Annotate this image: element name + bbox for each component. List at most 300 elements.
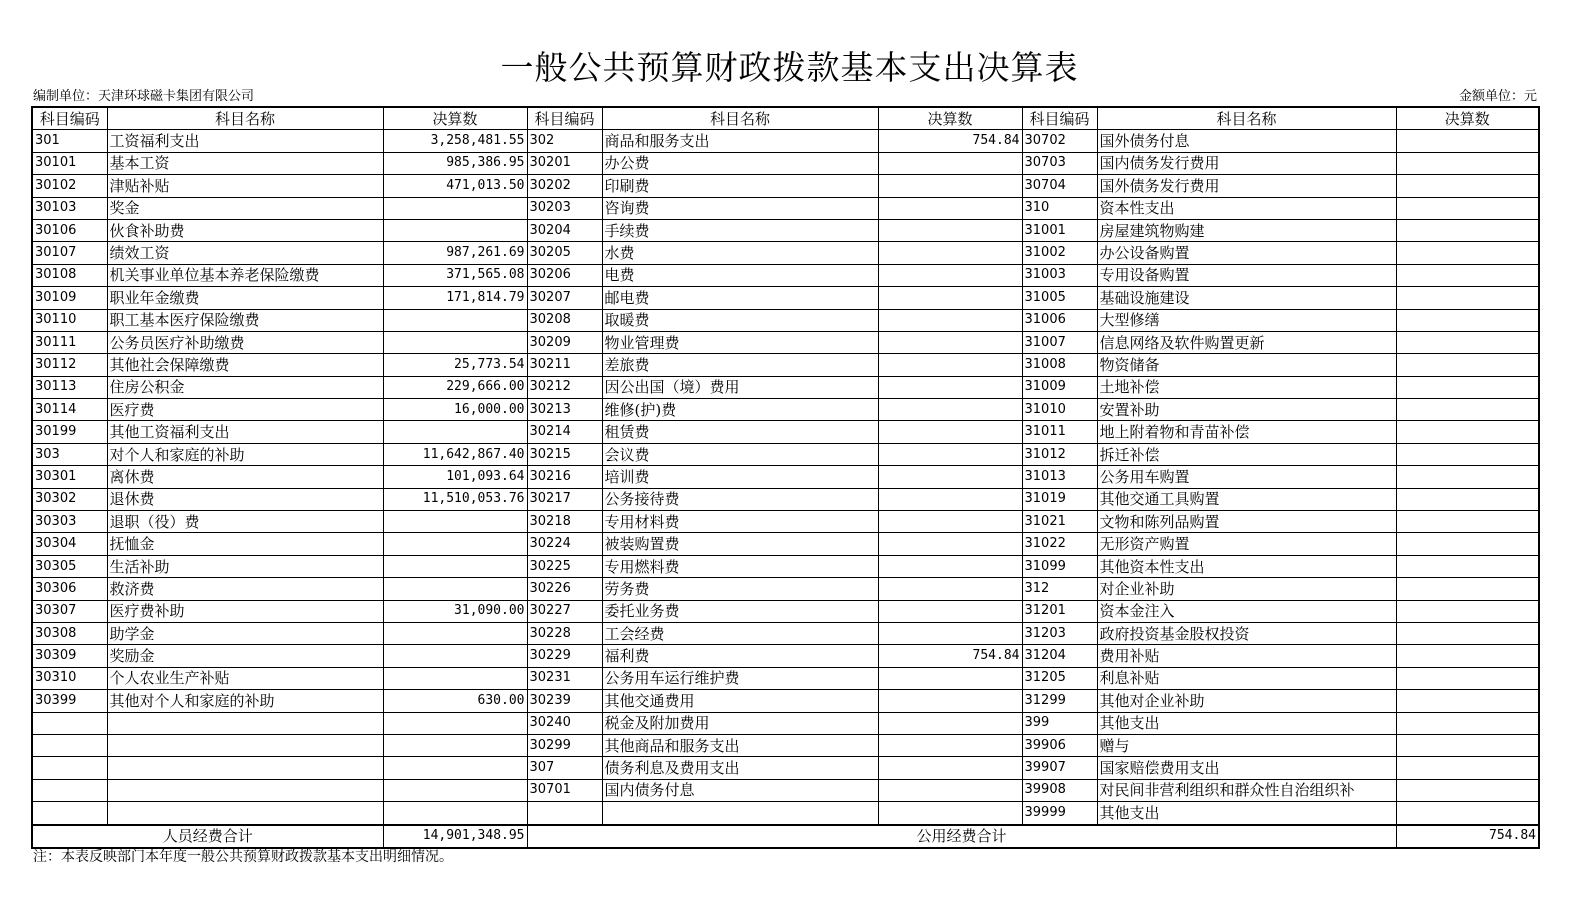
cell-name-2: 其他交通费用 [602, 690, 878, 712]
cell-name-1: 离休费 [107, 466, 383, 488]
cell-amount-2 [878, 197, 1022, 219]
cell-code-2: 30205 [527, 242, 602, 264]
cell-code-2: 30211 [527, 354, 602, 376]
cell-code-3: 31006 [1022, 309, 1097, 331]
table-row [32, 779, 1539, 801]
cell-name-1 [107, 712, 383, 734]
cell-amount-3 [1396, 309, 1539, 331]
cell-name-2: 培训费 [602, 466, 878, 488]
cell-code-1: 30304 [32, 533, 107, 555]
table-row [32, 219, 1539, 241]
cell-amount-3 [1396, 757, 1539, 779]
cell-code-1: 30101 [32, 152, 107, 174]
cell-name-3: 资本性支出 [1097, 197, 1396, 219]
cell-amount-3 [1396, 555, 1539, 577]
cell-amount-3 [1396, 511, 1539, 533]
table-row [32, 511, 1539, 533]
cell-name-3: 对民间非营利组织和群众性自治组织补 [1097, 779, 1396, 801]
cell-amount-1 [383, 219, 527, 241]
cell-name-2: 委托业务费 [602, 600, 878, 622]
cell-name-1: 绩效工资 [107, 242, 383, 264]
table-row [32, 197, 1539, 219]
cell-code-3: 31201 [1022, 600, 1097, 622]
header-name-2: 科目名称 [602, 107, 878, 130]
cell-amount-3 [1396, 667, 1539, 689]
cell-amount-1: 11,510,053.76 [383, 488, 527, 510]
cell-amount-1: 25,773.54 [383, 354, 527, 376]
public-total-label: 公用经费合计 [527, 825, 1396, 848]
cell-code-1: 30303 [32, 511, 107, 533]
cell-name-3: 专用设备购置 [1097, 264, 1396, 286]
cell-name-2: 咨询费 [602, 197, 878, 219]
cell-name-1: 助学金 [107, 622, 383, 644]
cell-amount-1 [383, 645, 527, 667]
cell-name-3: 其他资本性支出 [1097, 555, 1396, 577]
table-row [32, 466, 1539, 488]
cell-code-3: 31009 [1022, 376, 1097, 398]
cell-code-1: 30111 [32, 331, 107, 353]
cell-amount-3 [1396, 600, 1539, 622]
cell-code-1: 30307 [32, 600, 107, 622]
cell-name-1: 其他社会保障缴费 [107, 354, 383, 376]
cell-amount-2 [878, 757, 1022, 779]
header-amount-1: 决算数 [383, 107, 527, 130]
header-name-3: 科目名称 [1097, 107, 1396, 130]
cell-amount-1 [383, 331, 527, 353]
cell-code-2: 30214 [527, 421, 602, 443]
table-row [32, 443, 1539, 465]
cell-code-2: 30202 [527, 175, 602, 197]
footnote: 注：本表反映部门本年度一般公共预算财政拨款基本支出明细情况。 [33, 849, 453, 865]
cell-name-3: 赠与 [1097, 734, 1396, 756]
cell-amount-3 [1396, 622, 1539, 644]
cell-amount-1 [383, 779, 527, 801]
cell-amount-2 [878, 667, 1022, 689]
cell-amount-2 [878, 331, 1022, 353]
cell-code-1: 301 [32, 130, 107, 152]
cell-amount-1 [383, 712, 527, 734]
cell-code-3: 31013 [1022, 466, 1097, 488]
cell-code-2: 30203 [527, 197, 602, 219]
cell-code-3: 312 [1022, 578, 1097, 600]
cell-name-1: 奖金 [107, 197, 383, 219]
cell-amount-3 [1396, 399, 1539, 421]
cell-name-2: 租赁费 [602, 421, 878, 443]
cell-code-3: 31003 [1022, 264, 1097, 286]
cell-amount-2 [878, 242, 1022, 264]
cell-amount-1 [383, 309, 527, 331]
cell-name-2: 其他商品和服务支出 [602, 734, 878, 756]
cell-amount-1: 987,261.69 [383, 242, 527, 264]
cell-amount-3 [1396, 488, 1539, 510]
cell-name-1: 生活补助 [107, 555, 383, 577]
table-row [32, 734, 1539, 756]
cell-code-2: 30231 [527, 667, 602, 689]
cell-name-3: 国外债务付息 [1097, 130, 1396, 152]
cell-name-1: 对个人和家庭的补助 [107, 443, 383, 465]
cell-code-1: 30112 [32, 354, 107, 376]
cell-amount-3 [1396, 690, 1539, 712]
cell-code-2: 30226 [527, 578, 602, 600]
cell-code-2: 30240 [527, 712, 602, 734]
cell-code-1: 30107 [32, 242, 107, 264]
cell-name-2: 福利费 [602, 645, 878, 667]
cell-name-3: 其他支出 [1097, 802, 1396, 825]
table-row [32, 152, 1539, 174]
cell-amount-1: 31,090.00 [383, 600, 527, 622]
table-row [32, 242, 1539, 264]
cell-amount-3 [1396, 354, 1539, 376]
cell-code-3: 31012 [1022, 443, 1097, 465]
cell-name-2: 邮电费 [602, 287, 878, 309]
table-row [32, 309, 1539, 331]
cell-amount-1: 371,565.08 [383, 264, 527, 286]
cell-amount-1: 101,093.64 [383, 466, 527, 488]
cell-amount-2 [878, 152, 1022, 174]
cell-code-3: 31011 [1022, 421, 1097, 443]
cell-name-1 [107, 802, 383, 825]
cell-amount-2 [878, 421, 1022, 443]
cell-amount-2: 754.84 [878, 130, 1022, 152]
cell-name-1: 其他对个人和家庭的补助 [107, 690, 383, 712]
cell-name-1: 伙食补助费 [107, 219, 383, 241]
cell-code-1: 30110 [32, 309, 107, 331]
cell-code-1: 30114 [32, 399, 107, 421]
cell-name-1: 机关事业单位基本养老保险缴费 [107, 264, 383, 286]
cell-code-2: 30206 [527, 264, 602, 286]
cell-name-3: 国家赔偿费用支出 [1097, 757, 1396, 779]
cell-amount-1 [383, 802, 527, 825]
cell-amount-2 [878, 578, 1022, 600]
cell-amount-3 [1396, 175, 1539, 197]
cell-amount-2 [878, 533, 1022, 555]
cell-name-2: 专用材料费 [602, 511, 878, 533]
cell-amount-2 [878, 600, 1022, 622]
cell-name-3: 拆迁补偿 [1097, 443, 1396, 465]
cell-amount-2 [878, 399, 1022, 421]
cell-code-3: 31008 [1022, 354, 1097, 376]
cell-code-3: 39999 [1022, 802, 1097, 825]
cell-name-2: 专用燃料费 [602, 555, 878, 577]
cell-code-3: 399 [1022, 712, 1097, 734]
cell-code-1: 30308 [32, 622, 107, 644]
cell-name-1: 退休费 [107, 488, 383, 510]
cell-code-1: 30109 [32, 287, 107, 309]
table-row [32, 667, 1539, 689]
cell-code-1: 30102 [32, 175, 107, 197]
cell-code-2: 30217 [527, 488, 602, 510]
cell-code-3: 31203 [1022, 622, 1097, 644]
cell-name-2: 维修(护)费 [602, 399, 878, 421]
cell-amount-2 [878, 287, 1022, 309]
cell-code-3: 31022 [1022, 533, 1097, 555]
cell-code-1: 30399 [32, 690, 107, 712]
cell-code-2: 30239 [527, 690, 602, 712]
cell-amount-2 [878, 555, 1022, 577]
cell-name-1: 奖励金 [107, 645, 383, 667]
cell-amount-1 [383, 578, 527, 600]
cell-amount-2: 754.84 [878, 645, 1022, 667]
cell-code-3: 31299 [1022, 690, 1097, 712]
cell-amount-1: 171,814.79 [383, 287, 527, 309]
cell-code-1 [32, 757, 107, 779]
table-row [32, 421, 1539, 443]
cell-name-2: 公务用车运行维护费 [602, 667, 878, 689]
cell-name-1 [107, 734, 383, 756]
cell-code-3: 39908 [1022, 779, 1097, 801]
cell-amount-2 [878, 466, 1022, 488]
cell-amount-1 [383, 421, 527, 443]
table-row [32, 376, 1539, 398]
cell-name-3: 办公设备购置 [1097, 242, 1396, 264]
cell-code-2: 30201 [527, 152, 602, 174]
cell-name-3: 其他对企业补助 [1097, 690, 1396, 712]
cell-amount-3 [1396, 578, 1539, 600]
cell-name-2: 公务接待费 [602, 488, 878, 510]
cell-amount-2 [878, 443, 1022, 465]
cell-name-3: 政府投资基金股权投资 [1097, 622, 1396, 644]
cell-name-3: 其他支出 [1097, 712, 1396, 734]
table-row [32, 690, 1539, 712]
cell-code-1 [32, 779, 107, 801]
cell-code-2 [527, 802, 602, 825]
cell-code-2: 30216 [527, 466, 602, 488]
cell-amount-1 [383, 734, 527, 756]
cell-amount-3 [1396, 533, 1539, 555]
cell-code-1: 30103 [32, 197, 107, 219]
expenditure-table [31, 106, 1540, 849]
cell-amount-1: 471,013.50 [383, 175, 527, 197]
cell-name-3: 资本金注入 [1097, 600, 1396, 622]
cell-code-2: 30218 [527, 511, 602, 533]
cell-name-3: 国外债务发行费用 [1097, 175, 1396, 197]
cell-code-2: 30225 [527, 555, 602, 577]
cell-code-3: 31019 [1022, 488, 1097, 510]
cell-code-1: 30302 [32, 488, 107, 510]
cell-code-1 [32, 802, 107, 825]
cell-name-3: 基础设施建设 [1097, 287, 1396, 309]
cell-code-2: 307 [527, 757, 602, 779]
cell-code-2: 30228 [527, 622, 602, 644]
cell-amount-1: 630.00 [383, 690, 527, 712]
cell-name-3: 文物和陈列品购置 [1097, 511, 1396, 533]
cell-code-1: 303 [32, 443, 107, 465]
cell-amount-2 [878, 376, 1022, 398]
cell-amount-3 [1396, 130, 1539, 152]
cell-code-3: 31002 [1022, 242, 1097, 264]
cell-name-2: 取暖费 [602, 309, 878, 331]
cell-name-2: 印刷费 [602, 175, 878, 197]
cell-amount-2 [878, 488, 1022, 510]
header-name-1: 科目名称 [107, 107, 383, 130]
cell-code-1: 30301 [32, 466, 107, 488]
cell-name-2: 水费 [602, 242, 878, 264]
cell-code-2: 30701 [527, 779, 602, 801]
cell-code-3: 39907 [1022, 757, 1097, 779]
cell-name-3: 其他交通工具购置 [1097, 488, 1396, 510]
cell-code-3: 31099 [1022, 555, 1097, 577]
cell-code-2: 30212 [527, 376, 602, 398]
cell-amount-1: 985,386.95 [383, 152, 527, 174]
cell-amount-1: 16,000.00 [383, 399, 527, 421]
cell-code-2: 30207 [527, 287, 602, 309]
cell-code-1: 30310 [32, 667, 107, 689]
table-row [32, 622, 1539, 644]
table-row [32, 488, 1539, 510]
cell-name-1: 个人农业生产补贴 [107, 667, 383, 689]
public-total-amount: 754.84 [1396, 825, 1539, 848]
cell-amount-3 [1396, 152, 1539, 174]
cell-name-1: 基本工资 [107, 152, 383, 174]
cell-name-3: 安置补助 [1097, 399, 1396, 421]
header-code-2: 科目编码 [527, 107, 602, 130]
cell-amount-3 [1396, 219, 1539, 241]
cell-code-1: 30199 [32, 421, 107, 443]
cell-name-2: 工会经费 [602, 622, 878, 644]
cell-amount-1 [383, 197, 527, 219]
cell-code-1: 30108 [32, 264, 107, 286]
cell-name-1: 职工基本医疗保险缴费 [107, 309, 383, 331]
cell-name-1 [107, 779, 383, 801]
page-title: 一般公共预算财政拨款基本支出决算表 [500, 48, 1079, 87]
cell-code-3: 310 [1022, 197, 1097, 219]
cell-name-3: 国内债务发行费用 [1097, 152, 1396, 174]
cell-name-1: 退职（役）费 [107, 511, 383, 533]
cell-amount-3 [1396, 242, 1539, 264]
cell-code-1: 30309 [32, 645, 107, 667]
table-row [32, 645, 1539, 667]
cell-name-2: 国内债务付息 [602, 779, 878, 801]
cell-code-2: 30215 [527, 443, 602, 465]
cell-code-3: 31001 [1022, 219, 1097, 241]
cell-name-2: 商品和服务支出 [602, 130, 878, 152]
cell-code-1 [32, 734, 107, 756]
cell-amount-3 [1396, 779, 1539, 801]
table-row [32, 175, 1539, 197]
cell-code-3: 31007 [1022, 331, 1097, 353]
cell-amount-3 [1396, 421, 1539, 443]
cell-amount-2 [878, 219, 1022, 241]
cell-name-2: 办公费 [602, 152, 878, 174]
personnel-total-amount: 14,901,348.95 [383, 825, 527, 848]
cell-amount-1 [383, 533, 527, 555]
cell-name-3: 土地补偿 [1097, 376, 1396, 398]
compiling-unit: 编制单位：天津环球磁卡集团有限公司 [33, 89, 255, 104]
cell-amount-2 [878, 690, 1022, 712]
cell-name-2: 债务利息及费用支出 [602, 757, 878, 779]
cell-name-1: 其他工资福利支出 [107, 421, 383, 443]
cell-amount-2 [878, 309, 1022, 331]
table-row [32, 802, 1539, 825]
header-code-1: 科目编码 [32, 107, 107, 130]
table-row [32, 331, 1539, 353]
cell-name-3: 大型修缮 [1097, 309, 1396, 331]
table-row [32, 399, 1539, 421]
cell-amount-3 [1396, 645, 1539, 667]
cell-code-1: 30305 [32, 555, 107, 577]
cell-code-2: 302 [527, 130, 602, 152]
table-header-row [32, 107, 1539, 130]
cell-code-3: 31021 [1022, 511, 1097, 533]
cell-name-1: 工资福利支出 [107, 130, 383, 152]
cell-name-2: 被装购置费 [602, 533, 878, 555]
cell-code-2: 30229 [527, 645, 602, 667]
cell-name-3: 物资储备 [1097, 354, 1396, 376]
table-row [32, 600, 1539, 622]
cell-amount-2 [878, 264, 1022, 286]
table-row [32, 264, 1539, 286]
cell-code-3: 31205 [1022, 667, 1097, 689]
cell-code-1: 30106 [32, 219, 107, 241]
cell-code-3: 30702 [1022, 130, 1097, 152]
cell-code-1: 30113 [32, 376, 107, 398]
cell-name-2: 税金及附加费用 [602, 712, 878, 734]
cell-amount-2 [878, 354, 1022, 376]
cell-amount-3 [1396, 712, 1539, 734]
cell-amount-3 [1396, 734, 1539, 756]
cell-name-3: 利息补贴 [1097, 667, 1396, 689]
cell-name-2: 因公出国（境）费用 [602, 376, 878, 398]
cell-amount-1 [383, 622, 527, 644]
cell-amount-3 [1396, 466, 1539, 488]
cell-code-2: 30209 [527, 331, 602, 353]
cell-amount-2 [878, 511, 1022, 533]
cell-name-2: 差旅费 [602, 354, 878, 376]
cell-amount-1 [383, 511, 527, 533]
cell-name-2: 物业管理费 [602, 331, 878, 353]
header-amount-2: 决算数 [878, 107, 1022, 130]
cell-amount-3 [1396, 443, 1539, 465]
cell-code-1: 30306 [32, 578, 107, 600]
cell-code-2: 30227 [527, 600, 602, 622]
cell-name-2: 会议费 [602, 443, 878, 465]
table-row [32, 130, 1539, 152]
cell-amount-1: 11,642,867.40 [383, 443, 527, 465]
header-code-3: 科目编码 [1022, 107, 1097, 130]
table-row [32, 354, 1539, 376]
cell-name-3: 对企业补助 [1097, 578, 1396, 600]
table-row [32, 712, 1539, 734]
cell-code-3: 30703 [1022, 152, 1097, 174]
cell-amount-2 [878, 622, 1022, 644]
cell-code-2: 30208 [527, 309, 602, 331]
cell-name-1: 医疗费补助 [107, 600, 383, 622]
cell-amount-2 [878, 802, 1022, 825]
cell-code-2: 30204 [527, 219, 602, 241]
cell-name-3: 无形资产购置 [1097, 533, 1396, 555]
cell-code-2: 30299 [527, 734, 602, 756]
cell-name-3: 公务用车购置 [1097, 466, 1396, 488]
currency-unit: 金额单位：元 [1458, 89, 1537, 104]
cell-name-3: 地上附着物和青苗补偿 [1097, 421, 1396, 443]
cell-code-2: 30224 [527, 533, 602, 555]
cell-name-2: 手续费 [602, 219, 878, 241]
table-row [32, 533, 1539, 555]
cell-name-1: 医疗费 [107, 399, 383, 421]
cell-amount-1: 229,666.00 [383, 376, 527, 398]
cell-name-1: 救济费 [107, 578, 383, 600]
cell-code-3: 39906 [1022, 734, 1097, 756]
cell-amount-1 [383, 555, 527, 577]
cell-name-1 [107, 757, 383, 779]
cell-amount-2 [878, 712, 1022, 734]
cell-amount-2 [878, 734, 1022, 756]
cell-amount-1 [383, 757, 527, 779]
cell-amount-3 [1396, 197, 1539, 219]
cell-name-1: 抚恤金 [107, 533, 383, 555]
cell-name-1: 公务员医疗补助缴费 [107, 331, 383, 353]
totals-row [32, 825, 1539, 848]
